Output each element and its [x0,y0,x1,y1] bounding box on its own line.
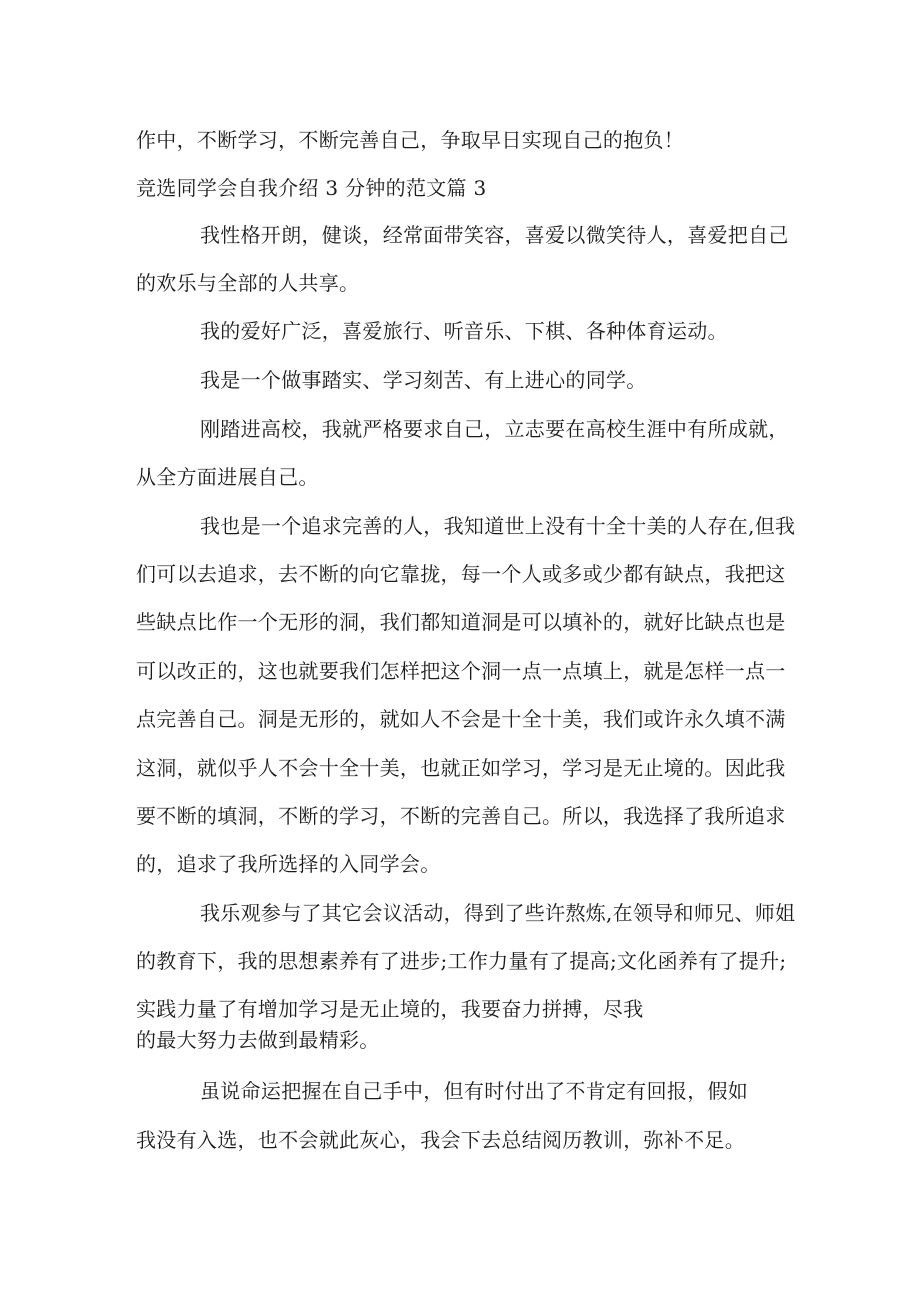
text-line: 我乐观参与了其它会议活动，得到了些许熬炼,在领导和师兄、师姐 [200,901,796,925]
text-line: 从全方面进展自己。 [136,465,319,489]
text-line: 的最大努力去做到最精彩。 [136,1028,380,1052]
text-line: 的，追求了我所选择的入同学会。 [136,852,441,876]
text-line: 我的爱好广泛，喜爱旅行、听音乐、下棋、各种体育运动。 [200,319,728,343]
text-line: 我也是一个追求完善的人，我知道世上没有十全十美的人存在,但我 [200,514,796,538]
text-line: 可以改正的，这也就要我们怎样把这个洞一点一点填上，就是怎样一点一 [136,659,786,683]
text-line: 的教育下，我的思想素养有了进步;工作力量有了提高;文化函养有了提升; [136,949,787,973]
text-line: 我没有入选，也不会就此灰心，我会下去总结阅历教训，弥补不足。 [136,1128,745,1152]
text-line: 我是一个做事踏实、学习刻苦、有上进心的同学。 [200,368,647,392]
section-heading: 竞选同学会自我介绍 3 分钟的范文篇 3 [136,176,487,200]
text-line: 点完善自己。洞是无形的，就如人不会是十全十美，我们或许永久填不满 [136,707,786,731]
text-line: 作中，不断学习，不断完善自己，争取早日实现自己的抱负！ [136,128,685,152]
text-line: 要不断的填洞，不断的学习，不断的完善自己。所以，我选择了我所追求 [136,804,786,828]
text-line: 我性格开朗，健谈，经常面带笑容，喜爱以微笑待人，喜爱把自己 [200,223,789,247]
text-line: 刚踏进高校，我就严格要求自己，立志要在高校生涯中有所成就， [200,417,789,441]
text-line: 这洞，就似乎人不会十全十美，也就正如学习，学习是无止境的。因此我 [136,756,786,780]
text-line: 些缺点比作一个无形的洞，我们都知道洞是可以填补的，就好比缺点也是 [136,610,786,634]
text-line: 实践力量了有增加学习是无止境的，我要奋力拼搏，尽我 [136,997,644,1021]
text-line: 们可以去追求，去不断的向它靠拢，每一个人或多或少都有缺点，我把这 [136,562,786,586]
text-line: 的欢乐与全部的人共享。 [136,271,360,295]
text-line: 虽说命运把握在自己手中，但有时付出了不肯定有回报，假如 [200,1079,749,1103]
